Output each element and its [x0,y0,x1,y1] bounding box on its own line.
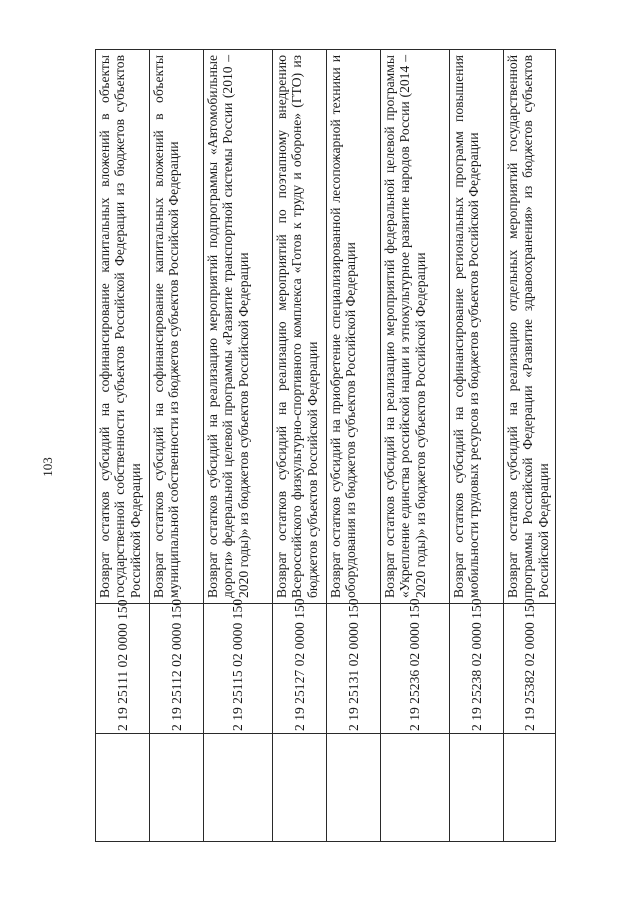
table-row [327,50,381,842]
empty-cell [381,734,450,842]
budget-code: 2 19 25382 02 0000 150 [504,604,556,734]
budget-code: 2 19 25236 02 0000 150 [381,604,450,734]
empty-cell [504,734,556,842]
empty-cell [204,734,273,842]
budget-code: 2 19 25115 02 0000 150 [204,604,273,734]
table-row [450,50,504,842]
description: Возврат остатков субсидий на реализацию мероприятий подпрограммы «Автомобильные дороги» федеральной целевой программы «Развитие транспортной системы России (2010 – 2020 годы)» из бюджетов субъектов Российской Федерации [204,50,273,604]
budget-codes-table [95,49,556,842]
empty-cell [327,734,381,842]
budget-code: 2 19 25112 02 0000 150 [150,604,204,734]
description: Возврат остатков субсидий на реализацию отдельных мероприятий государственной программы Российской Федерации «Развитие здравоохранения» из бюджетов субъектов Российской Федерации [504,50,556,604]
table-row [150,50,204,842]
description: Возврат остатков субсидий на реализацию мероприятий по поэтапному внедрению Всероссийского физкультурно-спортивного комплекса «Готов к труду и обороне» (ГТО) из бюджетов субъектов Российской Федерации [273,50,327,604]
description: Возврат остатков субсидий на софинансирование капитальных вложений в объекты государственной собственности субъектов Российской Федерации из бюджетов субъектов Российской Федерации [96,50,150,604]
empty-cell [150,734,204,842]
empty-cell [450,734,504,842]
table-row [204,50,273,842]
description: Возврат остатков субсидий на приобретение специализированной лесопожарной техники и оборудования из бюджетов субъектов Российской Федерации [327,50,381,604]
description: Возврат остатков субсидий на реализацию мероприятий федеральной целевой программы «Укрепление единства российской нации и этнокультурное развитие народов России (2014 – 2020 годы)» из бюджетов субъектов Российской Федерации [381,50,450,604]
table-row [273,50,327,842]
budget-code: 2 19 25238 02 0000 150 [450,604,504,734]
budget-code: 2 19 25111 02 0000 150 [96,604,150,734]
empty-cell [273,734,327,842]
table-row [381,50,450,842]
table-row [96,50,150,842]
budget-code: 2 19 25131 02 0000 150 [327,604,381,734]
page-number: 103 [40,457,55,477]
empty-cell [96,734,150,842]
rotated-table-container [95,50,555,842]
budget-code: 2 19 25127 02 0000 150 [273,604,327,734]
table-row [504,50,556,842]
description: Возврат остатков субсидий на софинансирование капитальных вложений в объекты муниципальной собственности из бюджетов субъектов Российской Федерации [150,50,204,604]
description: Возврат остатков субсидий на софинансирование региональных программ повышения мобильности трудовых ресурсов из бюджетов субъектов Российской Федерации [450,50,504,604]
